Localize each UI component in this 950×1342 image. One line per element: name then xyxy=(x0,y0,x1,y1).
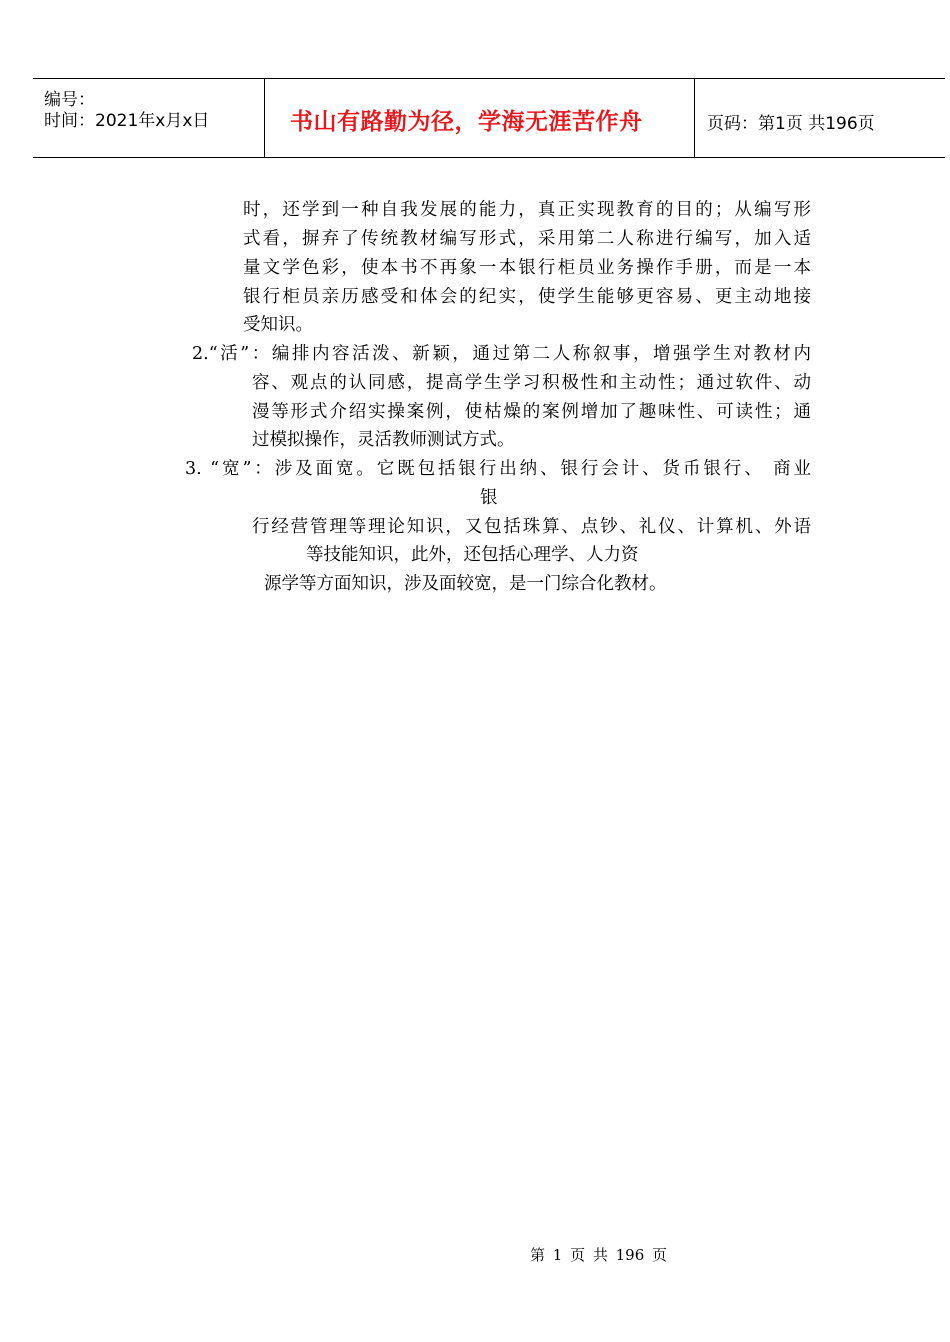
body-line: 源学等方面知识，涉及面较宽，是一门综合化教材。 xyxy=(264,574,667,594)
list-item-3-line: 3. “宽”：涉及面宽。它既包括银行出纳、银行会计、货币银行、 商业 xyxy=(185,459,811,479)
body-line: 容、观点的认同感，提高学生学习积极性和主动性；通过软件、动 xyxy=(252,373,811,393)
body-line: 受知识。 xyxy=(243,315,313,335)
page-footer: 第 1 页 共 196 页 xyxy=(530,1246,668,1264)
body-line: 时，还学到一种自我发展的能力，真正实现教育的目的；从编写形 xyxy=(243,200,811,220)
body-line: 等技能知识，此外，还包括心理学、人力资 xyxy=(306,545,639,565)
body-line: 银行柜员亲历感受和体会的纪实，使学生能够更容易、更主动地接 xyxy=(243,287,811,307)
body-line: 银 xyxy=(480,488,498,508)
header-page-number: 页码：第1页 共196页 xyxy=(707,114,875,134)
document-time-label: 时间：2021年x月x日 xyxy=(44,111,210,131)
body-line: 漫等形式介绍实操案例，使枯燥的案例增加了趣味性、可读性；通 xyxy=(252,402,811,422)
page-header xyxy=(33,78,945,158)
document-number-label: 编号： xyxy=(44,90,95,110)
header-info-cell xyxy=(33,79,265,157)
body-line: 过模拟操作，灵活教师测试方式。 xyxy=(252,430,515,450)
body-line: 式看，摒弃了传统教材编写形式，采用第二人称进行编写，加入适 xyxy=(243,229,811,249)
header-motto-cell xyxy=(264,79,695,157)
list-item-2-line: 2.“活”：编排内容活泼、新颖，通过第二人称叙事，增强学生对教材内 xyxy=(192,344,811,364)
header-page-cell xyxy=(695,79,945,157)
header-motto: 书山有路勤为径，学海无涯苦作舟 xyxy=(290,109,643,135)
body-line: 量文学色彩，使本书不再象一本银行柜员业务操作手册，而是一本 xyxy=(243,258,811,278)
body-line: 行经营管理等理论知识，又包括珠算、点钞、礼仪、计算机、外语 xyxy=(252,517,811,537)
